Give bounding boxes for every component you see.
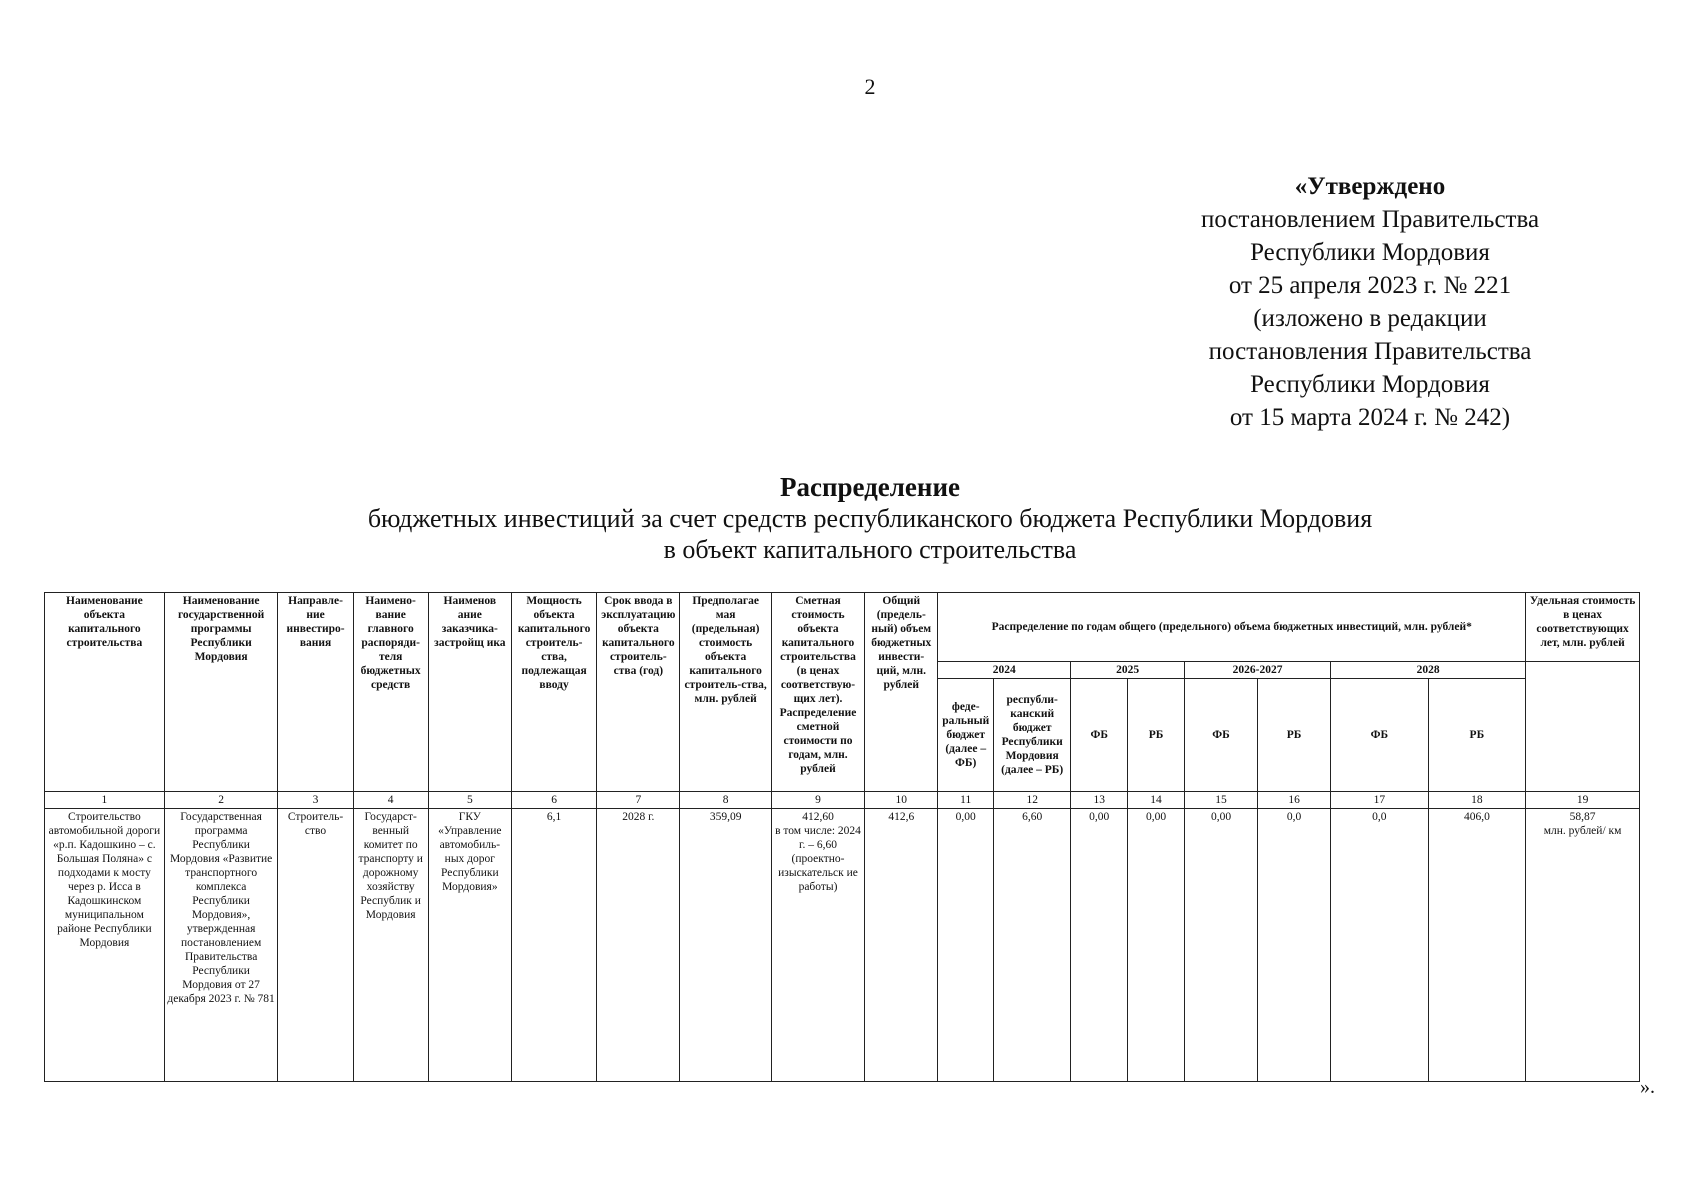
column-number: 19 — [1526, 792, 1640, 809]
cell-object-name: Строительство автомобильной дороги «р.п. Кадошкино – с. Большая Поляна» с подходами к мосту через р. Исса в Кадошкинском муниципальном районе Республики Мордовия — [45, 809, 165, 1082]
closing-quote: ». — [1640, 1076, 1655, 1098]
header-unit-cost: Удельная стоимость в ценах соответствующих лет, млн. рублей — [1526, 593, 1640, 662]
header-rb-2028: РБ — [1428, 679, 1526, 792]
column-number: 9 — [771, 792, 864, 809]
cell-fb-2024: 0,00 — [938, 809, 994, 1082]
column-number: 3 — [278, 792, 353, 809]
header-object-name: Наименование объекта капитального строительства — [45, 593, 165, 792]
cell-estimated-cost: 359,09 — [680, 809, 771, 1082]
header-customer: Наименов ание заказчика-застройщ ика — [428, 593, 511, 792]
page-number: 2 — [864, 74, 876, 99]
cell-rb-2025: 0,00 — [1128, 809, 1185, 1082]
column-number: 7 — [597, 792, 680, 809]
approval-stamp — [1150, 170, 1590, 434]
header-rb-2026-2027: РБ — [1258, 679, 1331, 792]
cell-fb-2028: 0,0 — [1331, 809, 1428, 1082]
column-number: 6 — [511, 792, 596, 809]
cell-rb-2024: 6,60 — [994, 809, 1071, 1082]
column-number: 2 — [164, 792, 278, 809]
header-direction: Направле-ние инвестиро-вания — [278, 593, 353, 792]
column-number: 13 — [1071, 792, 1128, 809]
column-number: 8 — [680, 792, 771, 809]
cell-direction: Строитель-ство — [278, 809, 353, 1082]
column-number: 10 — [865, 792, 938, 809]
header-unit-cost-blank — [1526, 662, 1640, 792]
approval-line: постановления Правительства — [1208, 338, 1532, 365]
header-estimated-cost: Предполагае мая (предельная) стоимость объекта капитального строитель-ства, млн. рублей — [680, 593, 771, 792]
approval-line: (изложено в редакции — [1253, 305, 1487, 332]
cell-rb-2028: 406,0 — [1428, 809, 1526, 1082]
title-main: Распределение — [779, 472, 961, 502]
approval-heading: «Утверждено — [1294, 173, 1446, 200]
approval-line: постановлением Правительства — [1200, 206, 1540, 233]
table-row — [45, 809, 1640, 1082]
column-number: 11 — [938, 792, 994, 809]
cell-fb-2026-2027: 0,00 — [1184, 809, 1257, 1082]
approval-line: Республики Мордовия — [1250, 239, 1490, 266]
title-line: бюджетных инвестиций за счет средств республиканского бюджета Республики Мордовия — [367, 504, 1373, 533]
approval-line: Республики Мордовия — [1250, 371, 1490, 398]
cell-capacity: 6,1 — [511, 809, 596, 1082]
header-budget-cost: Сметная стоимость объекта капитального строительства (в ценах соответствую-щих лет). Распределение сметной стоимости по годам, млн. рублей — [771, 593, 864, 792]
cell-program: Государственная программа Республики Мордовия «Развитие транспортного комплекса Республики Мордовия», утвержденная постановлением Правительства Республики Мордовия от 27 декабря 2023 г. № 781 — [164, 809, 278, 1082]
column-number: 18 — [1428, 792, 1526, 809]
cell-unit-cost — [1526, 809, 1640, 1082]
investment-table — [44, 592, 1640, 1082]
unit-cost-value: 58,87 — [1569, 811, 1596, 823]
cell-budget-cost — [771, 809, 864, 1082]
column-number-row — [45, 792, 1640, 809]
column-number: 5 — [428, 792, 511, 809]
header-commissioning: Срок ввода в эксплуатацию объекта капитального строитель-ства (год) — [597, 593, 680, 792]
column-number: 1 — [45, 792, 165, 809]
header-distribution: Распределение по годам общего (предельного) объема бюджетных инвестиций, млн. рублей* — [938, 593, 1526, 662]
budget-cost-value: 412,60 — [802, 811, 834, 823]
column-number: 15 — [1184, 792, 1257, 809]
header-year-2025: 2025 — [1071, 662, 1185, 679]
header-rb-2024: республи-канский бюджет Республики Мордовия (далее – РБ) — [994, 679, 1071, 792]
budget-cost-note: в том числе: 2024 г. – 6,60 (проектно-изыскательск ие работы) — [775, 825, 861, 893]
cell-total-investment: 412,6 — [865, 809, 938, 1082]
column-number: 16 — [1258, 792, 1331, 809]
header-capacity: Мощность объекта капитального строитель-ства, подлежащая вводу — [511, 593, 596, 792]
header-fb-2024: феде-ральный бюджет (далее – ФБ) — [938, 679, 994, 792]
cell-manager: Государст-венный комитет по транспорту и дорожному хозяйству Республик и Мордовия — [353, 809, 428, 1082]
header-manager: Наимено-вание главного распоряди-теля бюджетных средств — [353, 593, 428, 792]
header-program: Наименование государственной программы Республики Мордовия — [164, 593, 278, 792]
header-fb-2026-2027: ФБ — [1184, 679, 1257, 792]
unit-cost-unit: млн. рублей/ км — [1543, 825, 1622, 837]
header-rb-2025: РБ — [1128, 679, 1185, 792]
column-number: 14 — [1128, 792, 1185, 809]
cell-fb-2025: 0,00 — [1071, 809, 1128, 1082]
column-number: 12 — [994, 792, 1071, 809]
header-fb-2028: ФБ — [1331, 679, 1428, 792]
header-total-investment: Общий (предель-ный) объем бюджетных инвести-ций, млн. рублей — [865, 593, 938, 792]
cell-customer: ГКУ «Управление автомобиль-ных дорог Республики Мордовия» — [428, 809, 511, 1082]
header-year-2026-2027: 2026-2027 — [1184, 662, 1330, 679]
cell-rb-2026-2027: 0,0 — [1258, 809, 1331, 1082]
cell-commissioning: 2028 г. — [597, 809, 680, 1082]
title-line: в объект капитального строительства — [663, 535, 1077, 564]
approval-line: от 15 марта 2024 г. № 242) — [1229, 404, 1511, 431]
document-title — [260, 472, 1480, 565]
column-number: 17 — [1331, 792, 1428, 809]
approval-line: от 25 апреля 2023 г. № 221 — [1228, 272, 1512, 299]
header-fb-2025: ФБ — [1071, 679, 1128, 792]
header-year-2028: 2028 — [1331, 662, 1526, 679]
header-year-2024: 2024 — [938, 662, 1071, 679]
column-number: 4 — [353, 792, 428, 809]
